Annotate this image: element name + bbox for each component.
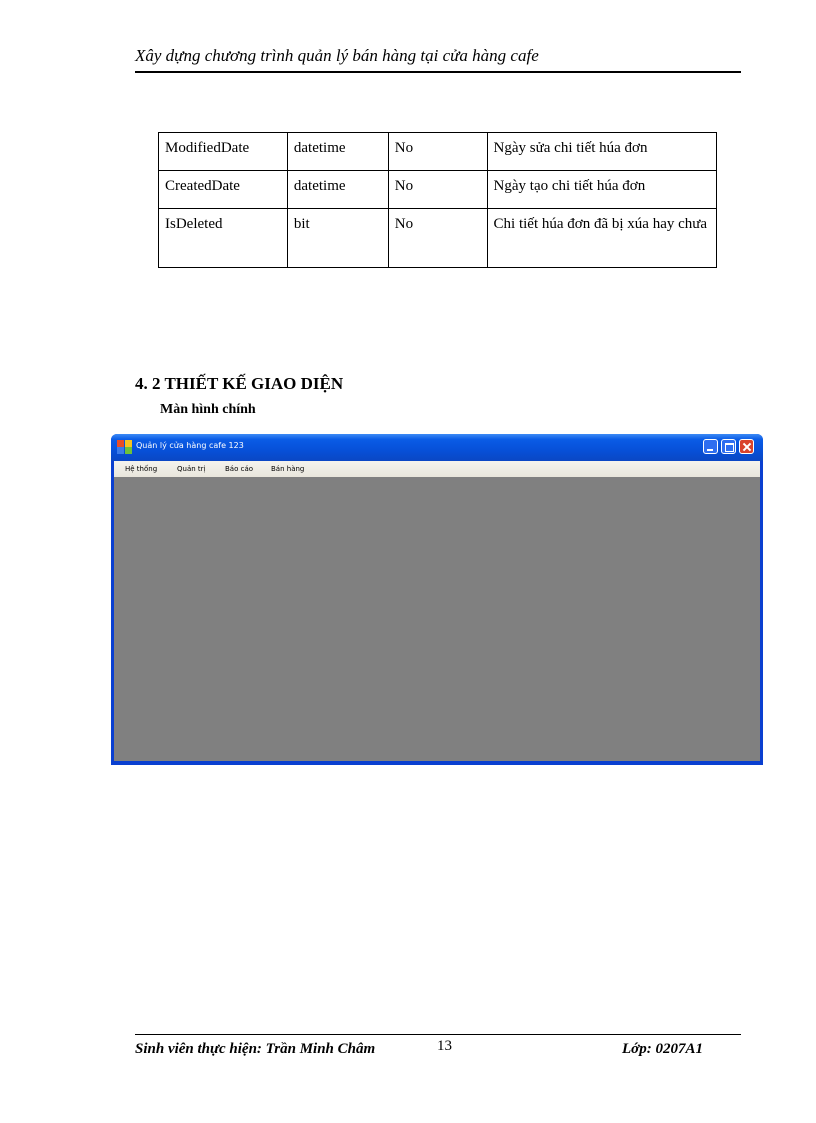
header-divider — [135, 71, 741, 73]
page-header-title: Xây dựng chương trình quản lý bán hàng tại cửa hàng cafe — [135, 46, 539, 65]
table-row — [159, 209, 717, 268]
field-name-cell: IsDeleted — [159, 209, 288, 268]
field-type-cell: bit — [287, 209, 388, 268]
field-null-cell: No — [388, 209, 487, 268]
window-titlebar[interactable] — [111, 434, 763, 461]
footer-divider — [135, 1034, 741, 1035]
field-desc-cell: Chi tiết húa đơn đã bị xúa hay chưa — [487, 209, 716, 268]
menu-item-bao-cao[interactable]: Báo cáo — [225, 465, 254, 473]
field-name-cell: ModifiedDate — [159, 133, 288, 171]
mdi-client-area — [114, 477, 760, 761]
field-type-cell: datetime — [287, 171, 388, 209]
table-row — [159, 133, 717, 171]
field-table — [158, 132, 717, 268]
field-null-cell: No — [388, 171, 487, 209]
field-name-cell: CreatedDate — [159, 171, 288, 209]
page-number: 13 — [437, 1038, 452, 1054]
close-button[interactable] — [739, 439, 754, 454]
menu-item-quan-tri[interactable]: Quản trị — [177, 465, 206, 473]
minimize-button[interactable] — [703, 439, 718, 454]
field-null-cell: No — [388, 133, 487, 171]
app-icon — [117, 440, 132, 454]
section-title: 4. 2 THIẾT KẾ GIAO DIỆN — [135, 374, 344, 393]
menu-item-ban-hang[interactable]: Bán hàng — [271, 465, 305, 473]
table-row — [159, 171, 717, 209]
maximize-button[interactable] — [721, 439, 736, 454]
app-window-screenshot — [111, 434, 763, 765]
menu-bar — [114, 461, 760, 477]
field-type-cell: datetime — [287, 133, 388, 171]
field-desc-cell: Ngày tạo chi tiết húa đơn — [487, 171, 716, 209]
footer-student: Sinh viên thực hiện: Trần Minh Châm — [135, 1041, 376, 1057]
footer-class: Lớp: 0207A1 — [622, 1041, 703, 1057]
menu-item-he-thong[interactable]: Hệ thống — [125, 465, 158, 473]
window-title: Quản lý cửa hàng cafe 123 — [136, 441, 244, 450]
field-desc-cell: Ngày sửa chi tiết húa đơn — [487, 133, 716, 171]
section-subtitle: Màn hình chính — [160, 402, 256, 417]
